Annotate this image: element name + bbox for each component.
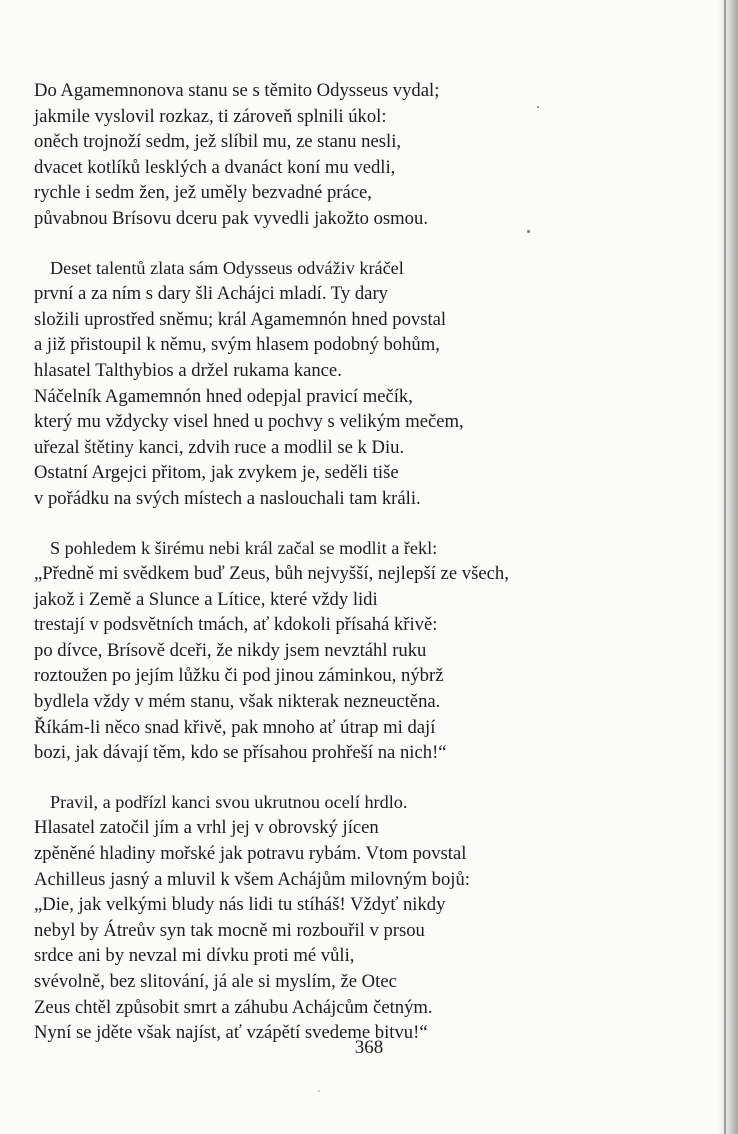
- text-line: první a za ním s dary šli Achájci mladí. Ty dary: [34, 283, 388, 305]
- paragraph-3: [34, 536, 734, 766]
- text-line: nebyl by Átreův syn tak mocně mi rozbouřil v prsou: [34, 919, 425, 941]
- binding-edge-line: [724, 0, 726, 1134]
- text-line: uřezal štětiny kanci, zdvih ruce a modlil se k Diu.: [34, 436, 405, 458]
- scan-speck: [527, 230, 530, 233]
- text-line: jakož i Země a Slunce a Lítice, které vždy lidi: [34, 588, 378, 610]
- text-line: oněch trojnoží sedm, jež slíbil mu, ze stanu nesli,: [34, 131, 402, 153]
- text-line: Pravil, a podřízl kanci svou ukrutnou ocelí hrdlo.: [50, 791, 408, 812]
- binding-edge-shadow: [718, 0, 738, 1134]
- text-line: rychle i sedm žen, jež uměly bezvadné práce,: [34, 182, 372, 204]
- paragraph-1: [34, 78, 734, 232]
- text-line: Deset talentů zlata sám Odysseus odváživ kráčel: [50, 257, 404, 278]
- page-number: 368: [354, 1037, 384, 1058]
- text-line: „Die, jak velkými bludy nás lidi tu stíháš! Vždyť nikdy: [34, 894, 446, 916]
- text-line: jakmile vyslovil rozkaz, ti zároveň splnili úkol:: [34, 105, 387, 127]
- poem-text: [34, 78, 734, 1070]
- text-line: Říkám-li něco snad křivě, pak mnoho ať útrap mi dají: [34, 716, 436, 738]
- text-line: složili uprostřed sněmu; král Agamemnón hned povstal: [34, 308, 447, 330]
- text-line: který mu vždycky visel hned u pochvy s velikým mečem,: [34, 411, 464, 433]
- text-line: bozi, jak dávají těm, kdo se přísahou prohřeší na nich!“: [34, 742, 447, 764]
- text-line: trestají v podsvětních tmách, ať kdokoli přísahá křivě:: [34, 614, 438, 636]
- text-line: S pohledem k širému nebi král začal se modlit a řekl:: [50, 537, 438, 558]
- paragraph-2: [34, 256, 734, 512]
- text-line: „Předně mi svědkem buď Zeus, bůh nejvyšší, nejlepší ze všech,: [34, 563, 509, 585]
- text-line: srdce ani by nevzal mi dívku proti mé vůli,: [34, 945, 355, 967]
- text-line: Hlasatel zatočil jím a vrhl jej v obrovský jícen: [34, 817, 379, 839]
- text-line: a již přistoupil k němu, svým hlasem podobný bohům,: [34, 334, 440, 356]
- text-line: v pořádku na svých místech a naslouchali tam králi.: [34, 487, 421, 509]
- scan-speck: [537, 106, 539, 108]
- text-line: Náčelník Agamemnón hned odepjal pravicí mečík,: [34, 385, 413, 407]
- text-line: Nyní se jděte však najíst, ať vzápětí svedeme bitvu!“: [34, 1022, 428, 1044]
- text-line: Zeus chtěl způsobit smrt a záhubu Achájcům četným.: [34, 996, 433, 1018]
- text-line: Do Agamemnonova stanu se s těmito Odysseus vydal;: [34, 80, 440, 101]
- text-line: půvabnou Brísovu dceru pak vyvedli jakožto osmou.: [34, 207, 428, 229]
- text-line: Ostatní Argejci přitom, jak zvykem je, seděli tiše: [34, 462, 399, 484]
- text-line: po dívce, Brísově dceři, že nikdy jsem nevztáhl ruku: [34, 639, 427, 661]
- text-line: zpěněné hladiny mořské jak potravu rybám. Vtom povstal: [34, 843, 467, 865]
- text-line: svévolně, bez slitování, já ale si myslím, že Otec: [34, 971, 397, 992]
- text-line: Achilleus jasný a mluvil k všem Achájům milovným bojů:: [34, 868, 470, 890]
- text-line: bydlela vždy v mém stanu, však nikterak nezneuctěna.: [34, 691, 441, 713]
- text-line: roztoužen po jejím lůžku či pod jinou záminkou, nýbrž: [34, 665, 444, 687]
- text-line: hlasatel Talthybios a držel rukama kance.: [34, 359, 342, 381]
- paragraph-4: [34, 790, 734, 1046]
- scan-speck: [318, 1090, 320, 1092]
- text-line: dvacet kotlíků lesklých a dvanáct koní mu vedli,: [34, 156, 396, 178]
